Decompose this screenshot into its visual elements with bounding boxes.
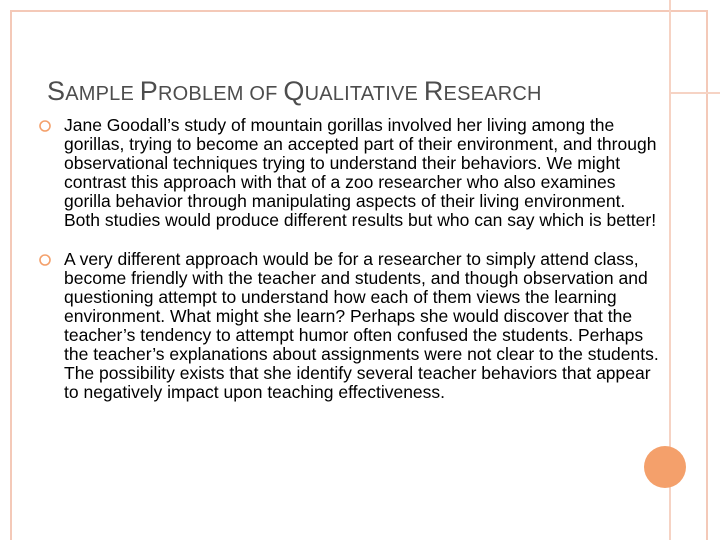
bullet-item — [0, 116, 660, 230]
bullet-text: Jane Goodall’s study of mountain gorillas involved her living among the gorillas, trying to become an accepted part of their environment, and through observational techniques trying to understand their behaviors. We might contrast this approach with that of a zoo researcher who also examines gorilla behavior through manipulating aspects of their living environment. Both studies would produce different results but who can say which is better! — [64, 115, 657, 230]
title-cap: Q — [283, 76, 305, 106]
circle-bullet-icon — [38, 253, 52, 267]
accent-circle — [644, 446, 686, 488]
title-cap: R — [423, 76, 444, 106]
title-rest: ROBLEM OF — [158, 83, 284, 105]
title-accent-rule — [669, 92, 720, 94]
bullet-item — [0, 250, 660, 402]
title-rest: AMPLE — [65, 83, 140, 105]
title-cap: P — [139, 76, 158, 106]
bullet-list — [0, 116, 660, 422]
bullet-text: A very different approach would be for a researcher to simply attend class, become friendly with the teacher and students, and though observation and questioning attempt to understand how each of them views the learning environment. What might she learn? Perhaps she would discover that the teacher’s tendency to attempt humor often confused the students. Perhaps the teacher’s explanations about assignments were not clear to the students. The possibility exists that she identify several teacher behaviors that appear to negatively impact upon teaching effectiveness. — [64, 249, 659, 402]
title-rest: ESEARCH — [443, 83, 542, 105]
title-cap: S — [47, 76, 66, 106]
circle-bullet-icon — [38, 119, 52, 133]
slide-title — [47, 76, 542, 107]
title-rest: UALITATIVE — [304, 83, 424, 105]
